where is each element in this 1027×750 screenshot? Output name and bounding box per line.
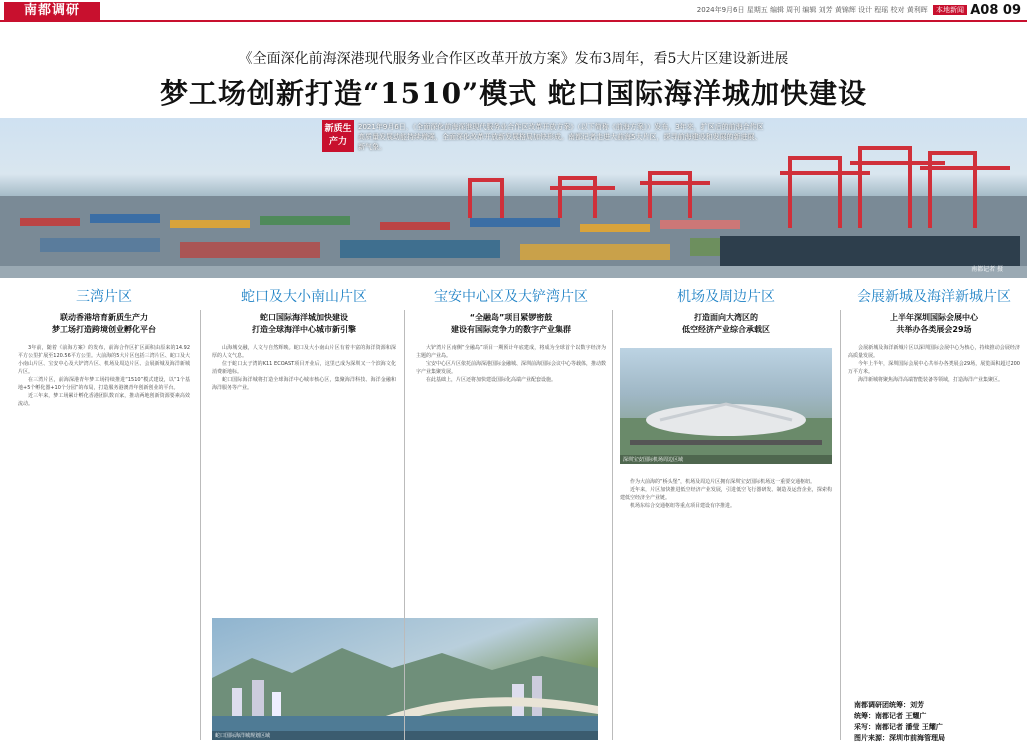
section-subtitle — [212, 312, 396, 336]
airport-photo — [620, 348, 832, 464]
section-logo: 南都调研 — [4, 2, 100, 20]
section-title: 机场及周边片区 — [677, 289, 775, 305]
section-title: 会展新城及海洋新城片区 — [857, 289, 1011, 305]
section-shekou — [212, 286, 396, 392]
paragraph: 位于蛇口太子湾的K11 ECOAST项目开业后，这里已成为深圳又一个滨海文化消费新地标。 — [212, 361, 396, 375]
section-expo — [848, 286, 1020, 384]
credit-line: 统筹：南都记者 王耀广 — [854, 712, 927, 720]
paragraph: 山海城交融，人文与自然辉映。蛇口及大小南山片区有着丰富的海洋资源和深厚的人文气息。 — [212, 345, 396, 359]
column-divider — [612, 310, 613, 740]
section-subtitle — [416, 312, 606, 336]
section-body — [18, 344, 190, 408]
section-body — [212, 344, 396, 392]
section-subtitle — [18, 312, 190, 336]
section-title: 三湾片区 — [76, 289, 132, 305]
subtitle-line: 共举办各类展会29场 — [896, 325, 972, 334]
subtitle-line: 梦工场打造跨境创业孵化平台 — [52, 325, 156, 334]
paragraph: 今年上半年，深圳国际会展中心共举办各类展会29场，展览面积超过200万平方米。 — [848, 361, 1020, 375]
subtitle-line: 建设有国际竞争力的数字产业集群 — [451, 325, 571, 334]
issue-meta — [697, 5, 967, 15]
column-divider — [404, 310, 405, 740]
paragraph: 近年来，片区加快推进低空经济产业发展，引进低空飞行器研发、制造及运营企业，探索构建低空经济全产业链。 — [620, 487, 832, 501]
paragraph: 在三湾片区，前海深港青年梦工场持续推进“1510”模式建设，以“1个基地+5个孵化器+10个分园”的布局，打造服务港澳青年创新创业的平台。 — [18, 377, 190, 391]
subtitle-line: “全融岛”项目紧锣密鼓 — [469, 313, 553, 322]
section-subtitle — [848, 312, 1020, 336]
section-baoan — [416, 286, 606, 384]
subtitle-line: 蛇口国际海洋城加快建设 — [260, 313, 348, 322]
paragraph: 在此基础上，片区还将加快建设国际化高端产业配套设施。 — [426, 377, 557, 383]
airport-body — [620, 478, 832, 510]
paragraph: 宝安中心区片区依托前海深港国际金融城、深圳前海国际会议中心等载体，推动数字产业集聚发展。 — [416, 361, 607, 375]
credit-line: 图片来源：深圳市前海管理局 — [854, 734, 945, 742]
section-sanwan — [18, 286, 190, 408]
column-divider — [200, 310, 201, 740]
section-badge: 本地新闻 — [933, 5, 967, 15]
article-headline: 梦工场创新打造“1510”模式 蛇口国际海洋城加快建设 — [160, 77, 867, 110]
paragraph: 机场东综合交通枢纽等重点项目建设有序推进。 — [630, 503, 736, 509]
hero-caption: 南都记者 摄 — [971, 266, 1003, 273]
article-lead: 2021年9月6日，《全面深化前海深港现代服务业合作区改革开放方案》（以下简称《前海方案》）发布，3年来，扩区后的前海合作区高质量发展动能持续增强，全面深化改革开放新发展格局加快形成。南都记者走进大前海5大片区，探寻前海建设和发展的新进展、新气象。 — [358, 123, 764, 151]
paragraph: 3年前，随着《前海方案》的发布，前海合作区扩区面积由原来的14.92平方公里扩展至120.56平方公里。大前海的5大片区包括三湾片区、蛇口及大小南山片区、宝安中心及大铲湾片区、机场及周边片区、会展新城及海洋新城片区。 — [18, 345, 190, 375]
subtitle-line: 打造面向大湾区的 — [694, 313, 758, 322]
page-number: A08 09 — [970, 3, 1021, 18]
credit-line: 采写：南都记者 潘莹 王耀广 — [854, 723, 943, 731]
article-kicker: 《全面深化前海深港现代服务业合作区改革开放方案》发布3周年，看5大片区建设新进展 — [238, 51, 789, 67]
subtitle-line: 打造全球海洋中心城市新引擎 — [252, 325, 356, 334]
photo-caption: 深圳宝安国际机场周边区域 — [620, 455, 832, 464]
section-subtitle — [620, 312, 832, 336]
city-bay-illustration — [212, 618, 598, 740]
lead-mark: 新质生产力 — [322, 120, 354, 152]
subtitle-line: 联动香港培育新质生产力 — [60, 313, 148, 322]
masthead — [0, 0, 1027, 22]
column-divider — [840, 310, 841, 740]
paragraph: 会展新城及海洋新城片区以深圳国际会展中心为核心，持续推动会展经济高质量发展。 — [848, 345, 1020, 359]
photo-caption: 蛇口国际海洋城规划区域 — [212, 731, 598, 740]
paragraph: 作为大前海的“桥头堡”，机场及周边片区拥有深圳宝安国际机场这一重要交通枢纽。 — [630, 479, 816, 485]
section-title: 宝安中心区及大铲湾片区 — [434, 289, 588, 305]
section-title: 蛇口及大小南山片区 — [241, 289, 367, 305]
paragraph: 海洋新城将聚焦海洋高端智能装备等领域，打造海洋产业集聚区。 — [858, 377, 1004, 383]
section-body — [416, 344, 606, 384]
paragraph: 大铲湾片区南侧“全融岛”项目一期预计年底建成，将成为全球首个以数字经济为主题的产业岛。 — [416, 345, 606, 359]
section-body — [848, 344, 1020, 384]
subtitle-line: 低空经济产业综合承载区 — [682, 325, 770, 334]
credits — [854, 700, 945, 744]
shekou-photo — [212, 618, 598, 740]
issue-meta-text: 2024年9月6日 星期五 编辑 周刊 编辑 刘芳 黄锦辉 设计 程瑶 校对 黄利晖 — [696, 6, 928, 14]
section-airport — [620, 286, 832, 336]
paragraph: 蛇口国际海洋城将打造全球海洋中心城市核心区，集聚海洋科技、海洋金融和海洋服务等产业。 — [212, 377, 396, 391]
credit-line: 南都调研团统筹：刘芳 — [854, 701, 924, 709]
paragraph: 近三年来，梦工场累计孵化香港团队数百家，推动两地创新资源要素高效流动。 — [18, 393, 190, 407]
subtitle-line: 上半年深圳国际会展中心 — [890, 313, 978, 322]
airport-illustration — [620, 348, 832, 464]
